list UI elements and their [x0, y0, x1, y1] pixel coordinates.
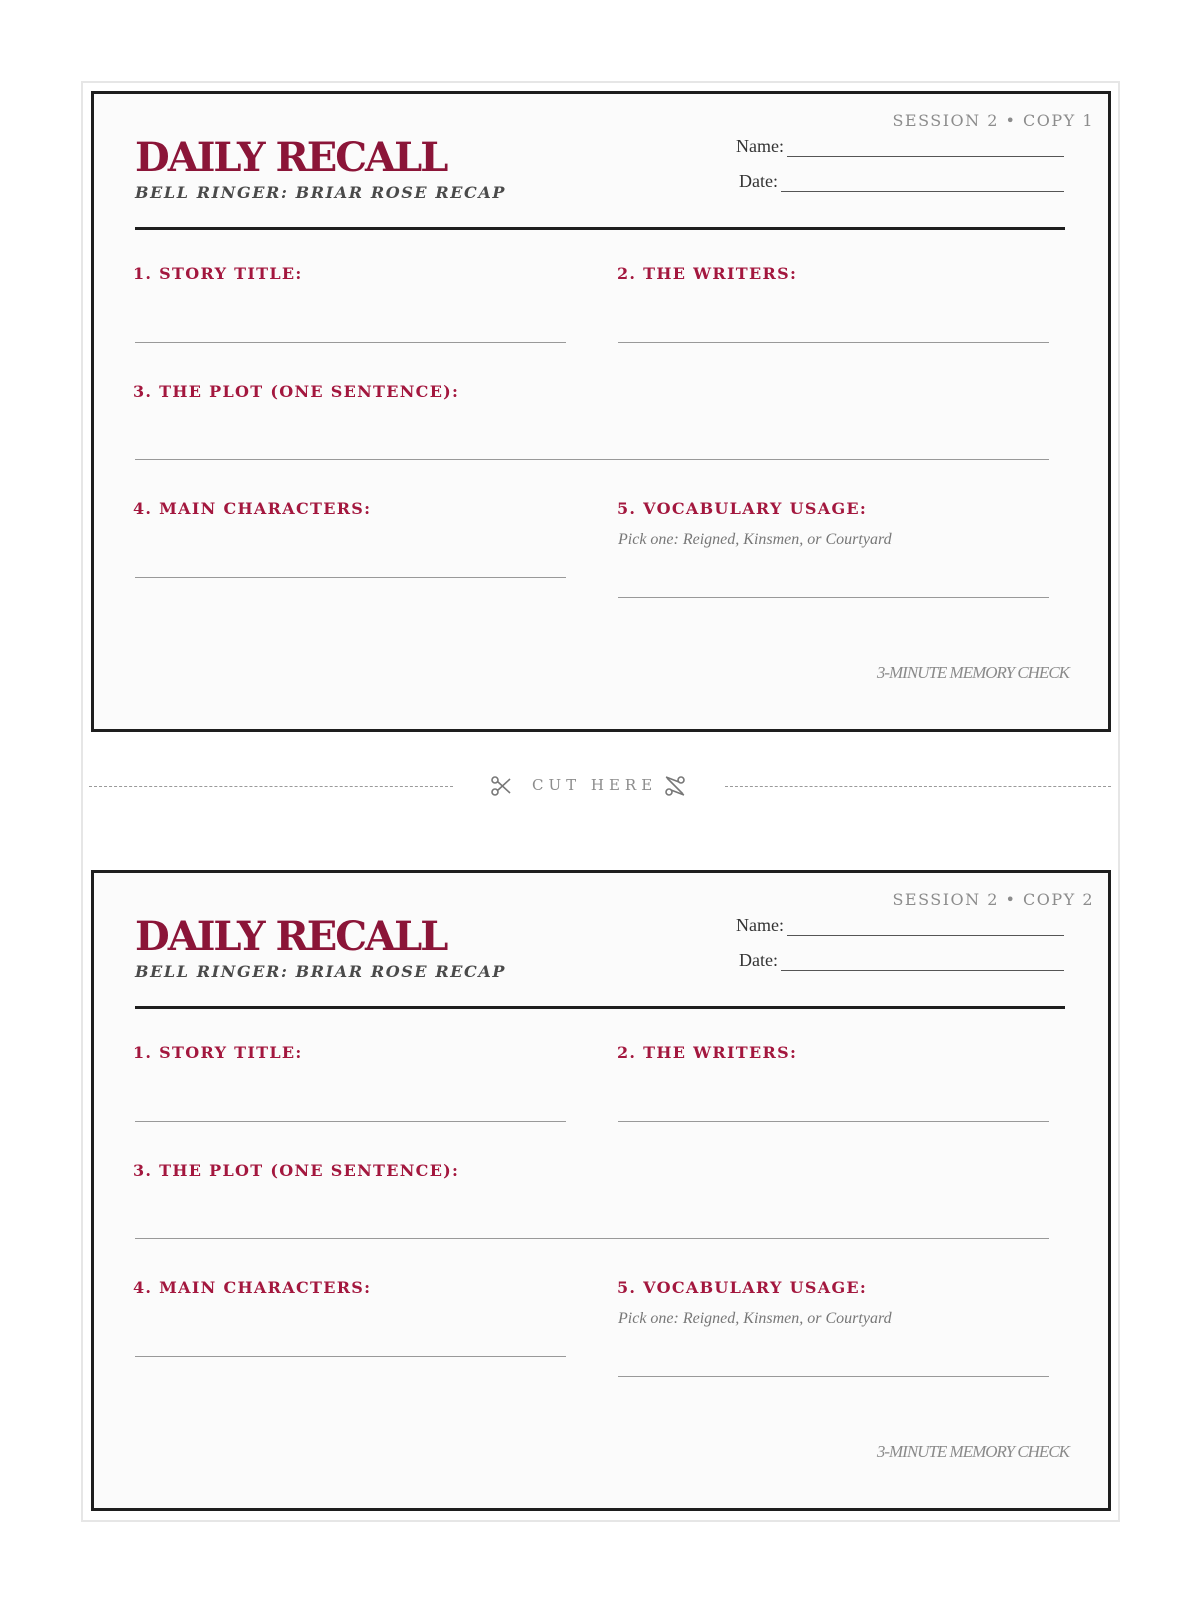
card-title: DAILY RECALL [135, 134, 447, 181]
date-field[interactable] [736, 950, 1064, 971]
card-subtitle: BELL RINGER: BRIAR ROSE RECAP [135, 183, 507, 202]
name-field[interactable] [736, 915, 1064, 936]
name-blank[interactable] [787, 922, 1064, 936]
question-plot: 3. THE PLOT (ONE SENTENCE): [133, 382, 460, 401]
question-writers: 2. THE WRITERS: [617, 1043, 798, 1062]
recall-card-copy-2 [91, 870, 1111, 1511]
question-vocabulary: 5. VOCABULARY USAGE: [617, 499, 868, 518]
vocabulary-hint: Pick one: Reigned, Kinsmen, or Courtyard [618, 531, 892, 548]
question-story-title: 1. STORY TITLE: [133, 264, 303, 283]
cut-line [89, 772, 1111, 802]
question-vocabulary: 5. VOCABULARY USAGE: [617, 1278, 868, 1297]
answer-line-vocabulary[interactable] [618, 1376, 1049, 1377]
header-divider [135, 227, 1065, 230]
card-footer: 3-MINUTE MEMORY CHECK [876, 1442, 1069, 1461]
dashed-divider-left [89, 786, 453, 787]
scissors-icon [489, 774, 513, 798]
question-writers: 2. THE WRITERS: [617, 264, 798, 283]
answer-line-story-title[interactable] [135, 342, 566, 343]
answer-line-writers[interactable] [618, 1121, 1049, 1122]
question-plot: 3. THE PLOT (ONE SENTENCE): [133, 1161, 460, 1180]
answer-line-writers[interactable] [618, 342, 1049, 343]
question-main-characters: 4. MAIN CHARACTERS: [133, 1278, 372, 1297]
cut-here-label: CUT HERE [532, 776, 658, 794]
date-label: Date: [739, 950, 778, 970]
answer-line-story-title[interactable] [135, 1121, 566, 1122]
date-blank[interactable] [781, 178, 1064, 192]
card-title: DAILY RECALL [135, 913, 447, 960]
name-label: Name: [736, 136, 784, 156]
question-main-characters: 4. MAIN CHARACTERS: [133, 499, 372, 518]
card-subtitle: BELL RINGER: BRIAR ROSE RECAP [135, 962, 507, 981]
answer-line-main-characters[interactable] [135, 577, 566, 578]
date-field[interactable] [736, 171, 1064, 192]
answer-line-plot[interactable] [135, 1238, 1049, 1239]
scissors-icon [663, 774, 687, 798]
dashed-divider-right [725, 786, 1111, 787]
vocabulary-hint: Pick one: Reigned, Kinsmen, or Courtyard [618, 1310, 892, 1327]
header-divider [135, 1006, 1065, 1009]
session-label: SESSION 2 • COPY 2 [892, 890, 1094, 909]
recall-card-copy-1 [91, 91, 1111, 732]
answer-line-main-characters[interactable] [135, 1356, 566, 1357]
session-label: SESSION 2 • COPY 1 [892, 111, 1094, 130]
name-field[interactable] [736, 136, 1064, 157]
name-blank[interactable] [787, 143, 1064, 157]
name-label: Name: [736, 915, 784, 935]
answer-line-vocabulary[interactable] [618, 597, 1049, 598]
question-story-title: 1. STORY TITLE: [133, 1043, 303, 1062]
card-footer: 3-MINUTE MEMORY CHECK [876, 663, 1069, 682]
date-blank[interactable] [781, 957, 1064, 971]
date-label: Date: [739, 171, 778, 191]
answer-line-plot[interactable] [135, 459, 1049, 460]
